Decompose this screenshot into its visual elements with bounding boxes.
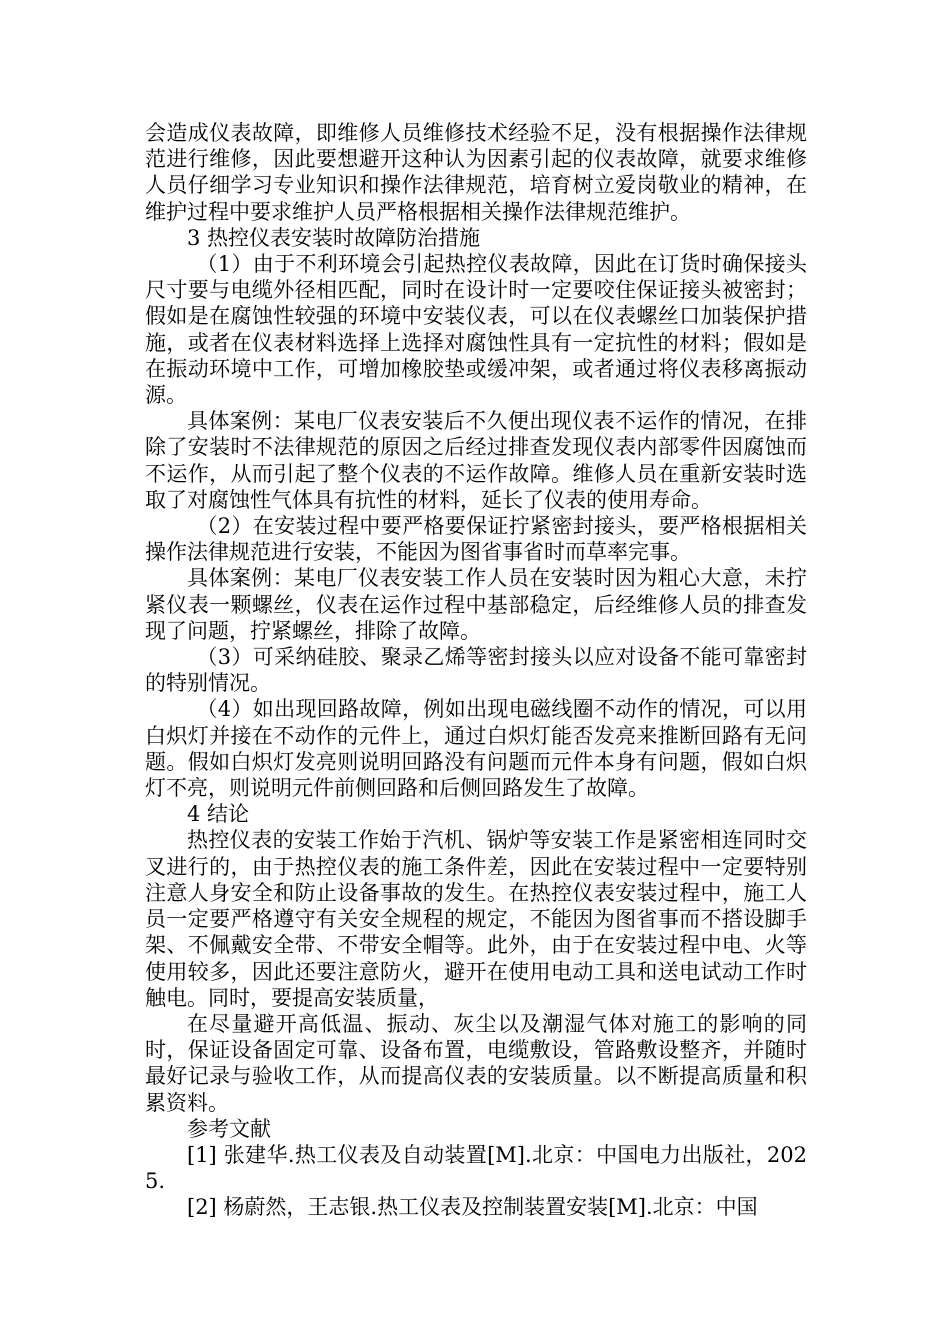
paragraph-conclusion-1: 热控仪表的安装工作始于汽机、锅炉等安装工作是紧密相连同时交叉进行的，由于热控仪表的施工条件差，因此在安装过程中一定要特别注意人身安全和防止设备事故的发生。在热控仪表安装过程中，施工人员一定要严格遵守有关安全规程的规定，不能因为图省事而不搭设脚手架、不佩戴安全带、不带安全帽等。此外，由于在安装过程中电、火等使用较多，因此还要注意防火，避开在使用电动工具和送电试动工作时触电。同时，要提高安装质量，: [145, 828, 807, 1010]
paragraph-continuation: 会造成仪表故障，即维修人员维修技术经验不足，没有根据操作法律规范进行维修，因此要想避开这种认为因素引起的仪表故障，就要求维修人员仔细学习专业知识和操作法律规范，培育树立爱岗敬业的精神，在维护过程中要求维护人员严格根据相关操作法律规范维护。: [145, 121, 807, 224]
paragraph-conclusion-2: 在尽量避开高低温、振动、灰尘以及潮湿气体对施工的影响的同时，保证设备固定可靠、设备布置，电缆敷设，管路敷设整齐，并随时最好记录与验收工作，从而提高仪表的安装质量。以不断提高质量和积累资料。: [145, 1011, 807, 1115]
paragraph-measure-3: （3）可采纳硅胶、聚录乙烯等密封接头以应对设备不能可靠密封的特别情况。: [145, 645, 807, 696]
paragraph-case-2: 具体案例：某电厂仪表安装工作人员在安装时因为粗心大意，未拧紧仪表一颗螺丝，仪表在运作过程中基部稳定，后经维修人员的排查发现了问题，拧紧螺丝，排除了故障。: [145, 566, 807, 643]
paragraph-case-1: 具体案例：某电厂仪表安装后不久便出现仪表不运作的情况，在排除了安装时不法律规范的原因之后经过排查发现仪表内部零件因腐蚀而不运作，从而引起了整个仪表的不运作故障。维修人员在重新安装时选取了对腐蚀性气体具有抗性的材料，延长了仪表的使用寿命。: [145, 409, 807, 512]
reference-item-1: [1] 张建华.热工仪表及自动装置[M].北京：中国电力出版社，2025.: [145, 1142, 807, 1194]
reference-item-2: [2] 杨蔚然，王志银.热工仪表及控制装置安装[M].北京：中国: [187, 1195, 758, 1220]
section-heading-4: 4 结论: [187, 802, 250, 827]
references-heading: 参考文献: [187, 1116, 271, 1141]
document-page: [145, 120, 807, 1221]
paragraph-measure-2: （2）在安装过程中要严格要保证拧紧密封接头，要严格根据相关操作法律规范进行安装，不能因为图省事省时而草率完事。: [145, 514, 807, 565]
paragraph-measure-1: （1）由于不利环境会引起热控仪表故障，因此在订货时确保接头尺寸要与电缆外径相匹配，同时在设计时一定要咬住保证接头被密封；假如是在腐蚀性较强的环境中安装仪表，可以在仪表螺丝口加装保护措施，或者在仪表材料选择上选择对腐蚀性具有一定抗性的材料；假如是在振动环境中工作，可增加橡胶垫或缓冲架，或者通过将仪表移离振动源。: [145, 252, 807, 408]
section-heading-3: 3 热控仪表安装时故障防治措施: [187, 225, 481, 250]
paragraph-measure-4: （4）如出现回路故障，例如出现电磁线圈不动作的情况，可以用白炽灯并接在不动作的元件上，通过白炽灯能否发亮来推断回路有无问题。假如白炽灯发亮则说明回路没有问题而元件本身有问题，假如白炽灯不亮，则说明元件前侧回路和后侧回路发生了故障。: [145, 697, 807, 801]
